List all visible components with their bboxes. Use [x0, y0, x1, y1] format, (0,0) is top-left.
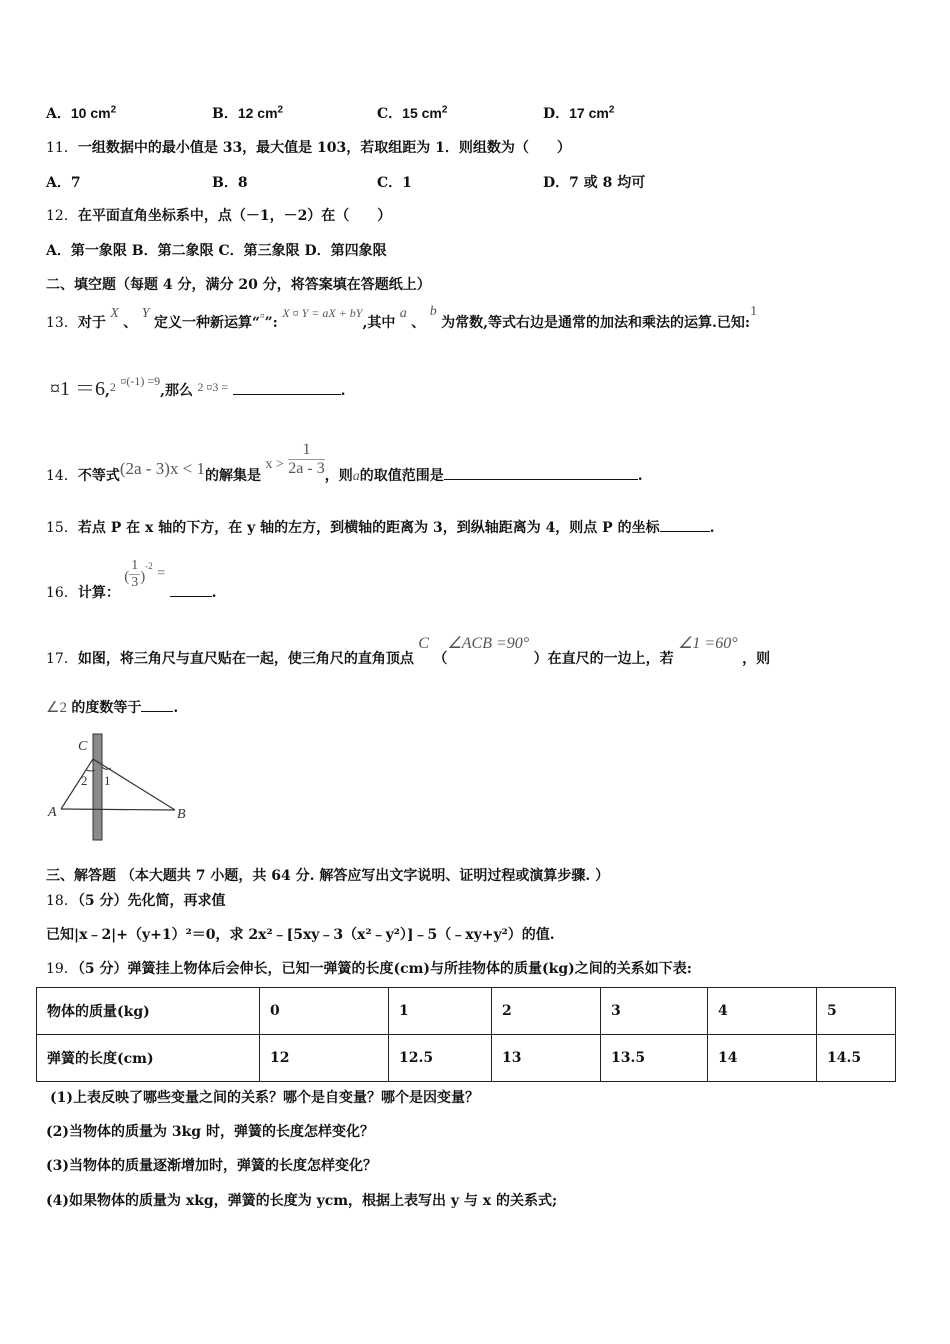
number: 1 [750, 304, 758, 319]
question-13-line-1 [46, 304, 758, 332]
question-19-head [46, 958, 692, 978]
table-cell: 13.5 [601, 1035, 708, 1082]
question-number: 13． [46, 315, 78, 331]
option-value: 17 cm [569, 105, 609, 121]
question-text: 在平面直角坐标系中，点（－1，－2）在（ ） [77, 208, 392, 224]
question-number: 18． [46, 893, 78, 909]
text: 如图，将三角尺与直尺贴在一起，使三角尺的直角顶点 [77, 651, 414, 667]
answer-blank[interactable] [170, 584, 212, 597]
paren-close: ) [140, 568, 146, 585]
text: 对于 [77, 315, 106, 331]
question-text: 若点 P 在 x 轴的下方，在 y 轴的左方，到横轴的距离为 3，到纵轴距离为 4，则点 P 的坐标 [77, 520, 660, 536]
q19-subquestion-1: (1)上表反映了哪些变量之间的关系？哪个是自变量？哪个是因变量？ [50, 1090, 479, 1106]
question-number: 17． [46, 651, 78, 667]
q12-option-b: B．第二象限 [131, 243, 214, 259]
expression: 2 [109, 380, 116, 394]
expression: x > [265, 456, 284, 472]
question-17-line-2 [46, 697, 178, 717]
text: 的度数等于 [71, 700, 142, 716]
table-cell: 0 [260, 988, 389, 1035]
question-number: 11． [46, 140, 78, 156]
paren-open: ( [124, 568, 130, 585]
q10-option-a [46, 103, 116, 123]
question-18-body: 已知|x﹣2|+（y+1）²＝0，求 2x²﹣[5xy﹣3（x²﹣y²）]﹣5（﹣xy+y²）的值. [46, 927, 555, 943]
label-angle-1: 1 [104, 773, 111, 788]
question-number: 19． [46, 961, 78, 977]
var-a: a [352, 468, 360, 484]
q19-subquestion-3: (3)当物体的质量逐渐增加时，弹簧的长度怎样变化？ [46, 1158, 377, 1174]
question-number: 15． [46, 520, 78, 536]
q12-option-a: A．第一象限 [46, 243, 127, 259]
numerator: 1 [131, 558, 139, 573]
text: 计算： [77, 584, 120, 601]
text: . [637, 467, 643, 484]
table-cell: 5 [817, 988, 896, 1035]
superscript: 2 [110, 104, 117, 116]
spring-data-table [36, 987, 896, 1082]
q12-option-c: C．第三象限 [218, 243, 300, 259]
text: , [105, 383, 110, 399]
separator: 、 [411, 315, 426, 331]
question-13-line-2 [50, 372, 346, 401]
label-angle-2: 2 [81, 773, 88, 788]
q11-option-b: B．8 [212, 175, 248, 191]
exponent: -2 [145, 560, 153, 571]
q11-option-d: D．7 或 8 均可 [543, 175, 646, 191]
table-cell: 12.5 [389, 1035, 492, 1082]
text: . [173, 700, 179, 716]
row-header: 物体的质量(kg) [37, 988, 260, 1035]
text: ”: [264, 315, 278, 331]
inequality: (2a - 3)x < 1 [119, 458, 205, 478]
var-y: Y [141, 306, 150, 321]
question-16 [46, 552, 217, 601]
table-cell: 1 [389, 988, 492, 1035]
var-x: X [110, 306, 119, 321]
fraction [129, 558, 140, 591]
expression: ¤(-1) =9 [120, 374, 161, 388]
option-letter: C． [377, 106, 403, 122]
table-cell: 14.5 [817, 1035, 896, 1082]
text: 为常数,等式右边是通常的加法和乘法的运算.已知: [441, 315, 751, 331]
question-17-line-1 [46, 633, 771, 667]
question-12 [46, 205, 391, 225]
answer-blank[interactable] [444, 467, 638, 480]
table-cell: 3 [601, 988, 708, 1035]
table-cell: 2 [492, 988, 601, 1035]
separator: 、 [123, 315, 138, 331]
fraction [288, 441, 324, 478]
label-c: C [78, 739, 88, 754]
option-letter: A． [46, 106, 71, 122]
question-number: 12． [46, 208, 78, 224]
angle-2: ∠2 [46, 700, 67, 716]
text: 的取值范围是 [359, 467, 444, 484]
q10-option-b [212, 103, 283, 123]
option-letter: D． [543, 106, 570, 122]
triangle-ruler-diagram [40, 725, 200, 845]
expression: ¤1 ＝6 [50, 378, 105, 400]
superscript: 2 [277, 104, 284, 116]
denominator: 3 [131, 575, 139, 590]
section-3-title: 三、解答题 （本大题共 7 小题，共 64 分. 解答应写出文字说明、证明过程或演算步骤. ） [46, 868, 610, 884]
q19-subquestion-2: (2)当物体的质量为 3kg 时，弹簧的长度怎样变化？ [46, 1124, 374, 1140]
table-row [37, 1035, 896, 1082]
var-c: C [418, 635, 429, 652]
superscript: 2 [608, 104, 615, 116]
text: . [709, 520, 715, 536]
equals: = [157, 565, 166, 581]
operator-symbol: ¤ [260, 311, 265, 321]
numerator: 1 [288, 441, 324, 460]
section-2-title: 二、填空题（每题 4 分，满分 20 分，将答案填在答题纸上） [46, 277, 431, 293]
option-value: 15 cm [402, 105, 442, 121]
label-a: A [48, 805, 57, 820]
answer-blank[interactable] [233, 382, 341, 395]
text: （ [433, 651, 448, 667]
angle-acb: ∠ACB =90° [447, 635, 530, 652]
var-a: a [399, 306, 407, 321]
denominator: 2a - 3 [288, 460, 325, 477]
text: ，则 [324, 467, 353, 484]
text: . [211, 584, 217, 601]
angle-1: ∠1 =60° [678, 635, 738, 652]
text: ，则 [742, 651, 771, 667]
q12-option-d: D．第四象限 [304, 243, 387, 259]
triangle-ruler-figure [40, 725, 200, 845]
table-row [37, 988, 896, 1035]
table-cell: 14 [708, 1035, 817, 1082]
text: 的解集是 [204, 467, 261, 484]
question-15 [46, 517, 714, 537]
question-text: （5 分）弹簧挂上物体后会伸长，已知一弹簧的长度(cm)与所挂物体的质量(kg)之间的关系如下表: [77, 961, 692, 977]
q12-options [46, 240, 387, 260]
q10-option-c [377, 103, 447, 123]
superscript: 2 [441, 104, 448, 116]
question-number: 16． [46, 584, 78, 601]
question-text: （5 分）先化简，再求值 [77, 893, 226, 909]
table-cell: 4 [708, 988, 817, 1035]
question-11 [46, 137, 571, 157]
option-letter: B． [212, 106, 238, 122]
label-b: B [177, 807, 186, 822]
var-b: b [429, 304, 437, 319]
question-18-head [46, 890, 225, 910]
answer-blank[interactable] [141, 699, 173, 712]
text: ,那么 [160, 383, 193, 399]
formula: X ¤ Y = aX + bY [282, 306, 363, 320]
answer-blank[interactable] [660, 519, 710, 532]
table-cell: 12 [260, 1035, 389, 1082]
text: 不等式 [77, 467, 120, 484]
option-value: 10 cm [70, 105, 111, 121]
q11-option-c: C．1 [377, 175, 412, 191]
text: . [340, 383, 346, 399]
q11-option-a: A．7 [46, 175, 81, 191]
q19-subquestion-4: (4)如果物体的质量为 xkg，弹簧的长度为 ycm，根据上表写出 y 与 x 的关系式; [46, 1193, 558, 1209]
table-cell: 13 [492, 1035, 601, 1082]
text: ,其中 [362, 315, 396, 331]
expression: 2 ¤3 = [197, 380, 229, 394]
question-number: 14． [46, 467, 78, 484]
text: 定义一种新运算“ [154, 315, 261, 331]
question-14 [46, 433, 643, 483]
text: ）在直尺的一边上，若 [533, 651, 674, 667]
option-value: 12 cm [237, 105, 278, 121]
question-text: 一组数据中的最小值是 33，最大值是 103，若取组距为 1．则组数为（ ） [77, 140, 571, 156]
q10-option-d [543, 103, 614, 123]
row-header: 弹簧的长度(cm) [37, 1035, 260, 1082]
